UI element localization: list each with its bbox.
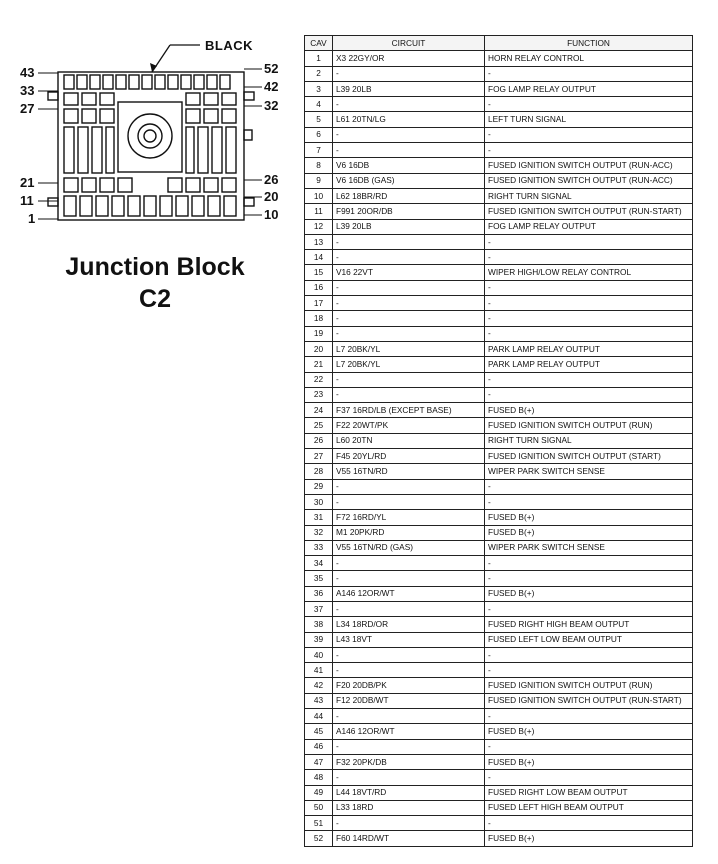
table-row — [305, 754, 693, 769]
function-cell: FOG LAMP RELAY OUTPUT — [485, 219, 693, 234]
cav-cell: 12 — [305, 219, 333, 234]
function-cell: - — [485, 479, 693, 494]
pin-label-42: 42 — [264, 79, 279, 94]
table-row — [305, 127, 693, 142]
circuit-cell: F991 20OR/DB — [333, 204, 485, 219]
circuit-cell: - — [333, 556, 485, 571]
cav-cell: 29 — [305, 479, 333, 494]
column-header-cav: CAV — [305, 36, 333, 51]
function-cell: WIPER HIGH/LOW RELAY CONTROL — [485, 265, 693, 280]
function-cell: - — [485, 127, 693, 142]
table-row — [305, 97, 693, 112]
table-row — [305, 601, 693, 616]
table-row — [305, 81, 693, 96]
circuit-cell: - — [333, 296, 485, 311]
cav-cell: 3 — [305, 81, 333, 96]
pin-label-1: 1 — [28, 211, 36, 226]
table-body — [305, 51, 693, 846]
pin-label-43: 43 — [20, 65, 35, 80]
circuit-cell: - — [333, 280, 485, 295]
function-cell: - — [485, 66, 693, 81]
circuit-cell: A146 12OR/WT — [333, 586, 485, 601]
cav-cell: 41 — [305, 663, 333, 678]
circuit-cell: L44 18VT/RD — [333, 785, 485, 800]
cav-cell: 32 — [305, 525, 333, 540]
cav-cell: 52 — [305, 831, 333, 846]
circuit-cell: F72 16RD/YL — [333, 510, 485, 525]
table-row — [305, 693, 693, 708]
function-cell: - — [485, 556, 693, 571]
circuit-cell: L43 18VT — [333, 632, 485, 647]
cav-cell: 31 — [305, 510, 333, 525]
circuit-cell: - — [333, 601, 485, 616]
diagram-subtitle: C2 — [139, 285, 171, 313]
table-row — [305, 525, 693, 540]
function-cell: - — [485, 234, 693, 249]
pin-label-26: 26 — [264, 172, 279, 187]
table-row — [305, 219, 693, 234]
cav-cell: 30 — [305, 494, 333, 509]
circuit-cell: F22 20WT/PK — [333, 418, 485, 433]
circuit-cell: L7 20BK/YL — [333, 341, 485, 356]
table-row — [305, 250, 693, 265]
table-row — [305, 800, 693, 815]
function-cell: FUSED IGNITION SWITCH OUTPUT (RUN-START) — [485, 693, 693, 708]
circuit-cell: F12 20DB/WT — [333, 693, 485, 708]
table-row — [305, 51, 693, 66]
table-row — [305, 464, 693, 479]
function-cell: - — [485, 326, 693, 341]
table-row — [305, 387, 693, 402]
function-cell: FUSED B(+) — [485, 525, 693, 540]
table-row — [305, 296, 693, 311]
cav-cell: 42 — [305, 678, 333, 693]
function-cell: FUSED IGNITION SWITCH OUTPUT (RUN-ACC) — [485, 173, 693, 188]
cav-cell: 37 — [305, 601, 333, 616]
table-row — [305, 341, 693, 356]
cav-cell: 28 — [305, 464, 333, 479]
cav-cell: 50 — [305, 800, 333, 815]
circuit-cell: L39 20LB — [333, 219, 485, 234]
table-row — [305, 785, 693, 800]
cav-cell: 47 — [305, 754, 333, 769]
function-cell: - — [485, 372, 693, 387]
cav-cell: 27 — [305, 449, 333, 464]
column-header-function: FUNCTION — [485, 36, 693, 51]
pin-label-33: 33 — [20, 83, 35, 98]
pinout-table — [304, 35, 693, 847]
function-cell: FOG LAMP RELAY OUTPUT — [485, 81, 693, 96]
cav-cell: 16 — [305, 280, 333, 295]
pin-label-32: 32 — [264, 98, 279, 113]
table-row — [305, 556, 693, 571]
table-row — [305, 280, 693, 295]
table-row — [305, 632, 693, 647]
circuit-cell: X3 22GY/OR — [333, 51, 485, 66]
function-cell: - — [485, 280, 693, 295]
cav-cell: 33 — [305, 540, 333, 555]
function-cell: FUSED RIGHT HIGH BEAM OUTPUT — [485, 617, 693, 632]
circuit-cell: - — [333, 66, 485, 81]
circuit-cell: - — [333, 234, 485, 249]
table-row — [305, 617, 693, 632]
circuit-cell: - — [333, 494, 485, 509]
circuit-cell: A146 12OR/WT — [333, 724, 485, 739]
circuit-cell: - — [333, 647, 485, 662]
cav-cell: 25 — [305, 418, 333, 433]
function-cell: FUSED IGNITION SWITCH OUTPUT (RUN) — [485, 418, 693, 433]
cav-cell: 4 — [305, 97, 333, 112]
circuit-cell: - — [333, 739, 485, 754]
diagram-title: Junction Block — [65, 253, 245, 281]
table-row — [305, 510, 693, 525]
circuit-cell: - — [333, 326, 485, 341]
connector-body — [48, 72, 254, 220]
circuit-cell: - — [333, 770, 485, 785]
table-row — [305, 173, 693, 188]
circuit-cell: L34 18RD/OR — [333, 617, 485, 632]
table-row — [305, 112, 693, 127]
circuit-cell: - — [333, 709, 485, 724]
circuit-cell: - — [333, 143, 485, 158]
circuit-cell: - — [333, 372, 485, 387]
function-cell: RIGHT TURN SIGNAL — [485, 433, 693, 448]
function-cell: - — [485, 739, 693, 754]
table-row — [305, 678, 693, 693]
table-header-row — [305, 36, 693, 51]
table-row — [305, 418, 693, 433]
table-row — [305, 831, 693, 846]
function-cell: FUSED LEFT LOW BEAM OUTPUT — [485, 632, 693, 647]
circuit-cell: - — [333, 479, 485, 494]
cav-cell: 23 — [305, 387, 333, 402]
circuit-cell: - — [333, 97, 485, 112]
cav-cell: 24 — [305, 403, 333, 418]
function-cell: - — [485, 143, 693, 158]
function-cell: WIPER PARK SWITCH SENSE — [485, 464, 693, 479]
function-cell: FUSED LEFT HIGH BEAM OUTPUT — [485, 800, 693, 815]
function-cell: HORN RELAY CONTROL — [485, 51, 693, 66]
circuit-cell: - — [333, 250, 485, 265]
table-row — [305, 770, 693, 785]
function-cell: FUSED IGNITION SWITCH OUTPUT (RUN-START) — [485, 204, 693, 219]
column-header-circuit: CIRCUIT — [333, 36, 485, 51]
function-cell: WIPER PARK SWITCH SENSE — [485, 540, 693, 555]
cav-cell: 43 — [305, 693, 333, 708]
table-row — [305, 709, 693, 724]
table-row — [305, 816, 693, 831]
cav-cell: 45 — [305, 724, 333, 739]
cav-cell: 38 — [305, 617, 333, 632]
function-cell: FUSED IGNITION SWITCH OUTPUT (RUN) — [485, 678, 693, 693]
cav-cell: 1 — [305, 51, 333, 66]
table-row — [305, 403, 693, 418]
table-row — [305, 540, 693, 555]
cav-cell: 51 — [305, 816, 333, 831]
cav-cell: 7 — [305, 143, 333, 158]
circuit-cell: - — [333, 311, 485, 326]
cav-cell: 19 — [305, 326, 333, 341]
function-cell: PARK LAMP RELAY OUTPUT — [485, 341, 693, 356]
table-row — [305, 66, 693, 81]
table-row — [305, 204, 693, 219]
table-row — [305, 647, 693, 662]
function-cell: FUSED IGNITION SWITCH OUTPUT (RUN-ACC) — [485, 158, 693, 173]
table-row — [305, 663, 693, 678]
pin-label-11: 11 — [20, 193, 34, 208]
function-cell: - — [485, 296, 693, 311]
circuit-cell: F45 20YL/RD — [333, 449, 485, 464]
cav-cell: 5 — [305, 112, 333, 127]
cav-cell: 6 — [305, 127, 333, 142]
circuit-cell: F60 14RD/WT — [333, 831, 485, 846]
table-row — [305, 188, 693, 203]
table-row — [305, 479, 693, 494]
table-row — [305, 158, 693, 173]
function-cell: LEFT TURN SIGNAL — [485, 112, 693, 127]
pin-label-21: 21 — [20, 175, 35, 190]
circuit-cell: L33 18RD — [333, 800, 485, 815]
function-cell: - — [485, 387, 693, 402]
circuit-cell: L61 20TN/LG — [333, 112, 485, 127]
function-cell: - — [485, 571, 693, 586]
function-cell: FUSED B(+) — [485, 724, 693, 739]
table-row — [305, 571, 693, 586]
cav-cell: 36 — [305, 586, 333, 601]
circuit-cell: V16 22VT — [333, 265, 485, 280]
cav-cell: 46 — [305, 739, 333, 754]
table-row — [305, 357, 693, 372]
table-row — [305, 739, 693, 754]
function-cell: FUSED B(+) — [485, 831, 693, 846]
function-cell: - — [485, 816, 693, 831]
table-row — [305, 494, 693, 509]
function-cell: PARK LAMP RELAY OUTPUT — [485, 357, 693, 372]
table-row — [305, 586, 693, 601]
table-row — [305, 234, 693, 249]
circuit-cell: - — [333, 571, 485, 586]
function-cell: FUSED IGNITION SWITCH OUTPUT (START) — [485, 449, 693, 464]
function-cell: FUSED B(+) — [485, 403, 693, 418]
circuit-cell: F32 20PK/DB — [333, 754, 485, 769]
table-row — [305, 449, 693, 464]
cav-cell: 35 — [305, 571, 333, 586]
cav-cell: 10 — [305, 188, 333, 203]
function-cell: - — [485, 647, 693, 662]
circuit-cell: - — [333, 127, 485, 142]
circuit-cell: - — [333, 387, 485, 402]
cav-cell: 40 — [305, 647, 333, 662]
cav-cell: 8 — [305, 158, 333, 173]
cav-cell: 18 — [305, 311, 333, 326]
cav-cell: 21 — [305, 357, 333, 372]
circuit-cell: V55 16TN/RD (GAS) — [333, 540, 485, 555]
cav-cell: 13 — [305, 234, 333, 249]
table-row — [305, 724, 693, 739]
cav-cell: 49 — [305, 785, 333, 800]
cav-cell: 39 — [305, 632, 333, 647]
cav-cell: 11 — [305, 204, 333, 219]
circuit-cell: L62 18BR/RD — [333, 188, 485, 203]
cav-cell: 20 — [305, 341, 333, 356]
circuit-cell: V6 16DB (GAS) — [333, 173, 485, 188]
circuit-cell: - — [333, 663, 485, 678]
cav-cell: 44 — [305, 709, 333, 724]
circuit-cell: F37 16RD/LB (EXCEPT BASE) — [333, 403, 485, 418]
function-cell: - — [485, 250, 693, 265]
pin-label-52: 52 — [264, 61, 279, 76]
table-row — [305, 143, 693, 158]
function-cell: - — [485, 601, 693, 616]
function-cell: - — [485, 663, 693, 678]
connector-color-label: BLACK — [205, 38, 253, 53]
table-row — [305, 326, 693, 341]
cav-cell: 17 — [305, 296, 333, 311]
function-cell: FUSED B(+) — [485, 754, 693, 769]
circuit-cell: V55 16TN/RD — [333, 464, 485, 479]
function-cell: - — [485, 770, 693, 785]
function-cell: FUSED B(+) — [485, 510, 693, 525]
circuit-cell: L7 20BK/YL — [333, 357, 485, 372]
function-cell: - — [485, 494, 693, 509]
cav-cell: 34 — [305, 556, 333, 571]
function-cell: FUSED B(+) — [485, 586, 693, 601]
cav-cell: 14 — [305, 250, 333, 265]
cav-cell: 9 — [305, 173, 333, 188]
pin-label-10: 10 — [264, 207, 279, 222]
table-row — [305, 433, 693, 448]
connector-diagram — [0, 30, 290, 240]
cav-cell: 48 — [305, 770, 333, 785]
table-row — [305, 372, 693, 387]
function-cell: - — [485, 311, 693, 326]
cav-cell: 2 — [305, 66, 333, 81]
table-row — [305, 265, 693, 280]
table-row — [305, 311, 693, 326]
function-cell: - — [485, 709, 693, 724]
circuit-cell: M1 20PK/RD — [333, 525, 485, 540]
cav-cell: 15 — [305, 265, 333, 280]
function-cell: FUSED RIGHT LOW BEAM OUTPUT — [485, 785, 693, 800]
cav-cell: 22 — [305, 372, 333, 387]
function-cell: - — [485, 97, 693, 112]
pin-label-27: 27 — [20, 101, 35, 116]
circuit-cell: - — [333, 816, 485, 831]
circuit-cell: V6 16DB — [333, 158, 485, 173]
circuit-cell: F20 20DB/PK — [333, 678, 485, 693]
circuit-cell: L39 20LB — [333, 81, 485, 96]
function-cell: RIGHT TURN SIGNAL — [485, 188, 693, 203]
pin-label-20: 20 — [264, 189, 279, 204]
cav-cell: 26 — [305, 433, 333, 448]
circuit-cell: L60 20TN — [333, 433, 485, 448]
